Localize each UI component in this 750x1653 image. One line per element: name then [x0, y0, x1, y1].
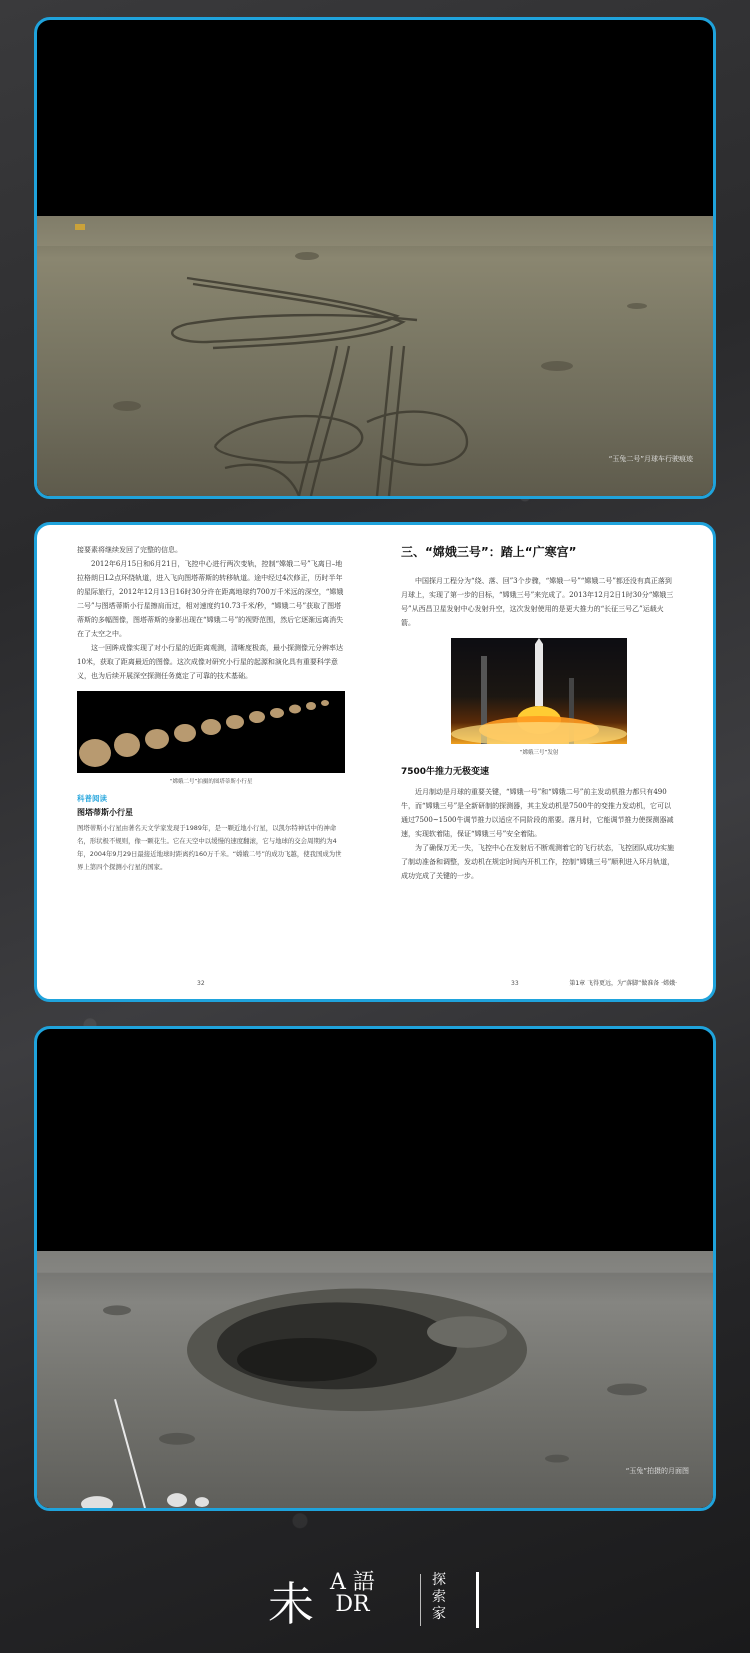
reading-box-title: 图塔蒂斯小行星 [77, 808, 133, 817]
running-footer: 第1章 飞得更远，为“落脚”做准备 ·嫦娥· [569, 980, 677, 987]
logo-mark: 未 [268, 1577, 314, 1631]
logo-letters [330, 1572, 375, 1616]
reading-box-tag: 科普阅读 [77, 794, 107, 803]
paragraph: 2012年6月15日和6月21日，飞控中心进行两次变轨，控制“嫦娥二号”飞离日–地拉格朗日L2点环绕轨道，进入飞向图塔蒂斯的转移轨道。途中经过4次修正，历时半年的星际旅行，2012年12月13日16时30分许在距离地球约700万千米远的深空，“嫦娥二号”与图塔蒂斯小行星擦肩而过，相对速度约10.73千米/秒，“嫦娥二号”获取了图塔蒂斯的多幅图像，图塔蒂斯的身影出现在“嫦娥二号”的视野范围，然后它逐渐远离消失在了太空之中。 [77, 560, 344, 638]
paragraph: 近月制动是月球的重要关键，“嫦娥一号”和“嫦娥二号”前主发动机推力都只有490牛，而“嫦娥三号”是全新研制的探测器，其主发动机是7500牛的变推力发动机，它可以通过7500~1500牛调节推力以适应不同阶段的需要。落月时，它能调节推力使探测器减速，实现软着陆，保证“嫦娥三号”安全着陆。 [401, 788, 674, 838]
paragraph: 这一回眸成像实现了对小行星的近距离观测，清晰度极高，最小探测像元分辨率达10米，获取了距离最近的图像。这次成像对研究小行星的起源和演化具有重要科学意义，也为后续开展深空探测任务奠定了可靠的技术基础。 [77, 644, 343, 680]
logo-divider [420, 1574, 421, 1626]
rocket-launch-image [451, 638, 627, 744]
lunar-crater-photo-frame [34, 1026, 716, 1511]
subsection-title: 7500牛推力无极变速 [401, 767, 490, 777]
right-page [401, 543, 677, 987]
photo-caption: “玉兔二号”月球车行驶痕迹 [608, 455, 693, 463]
asteroid-sequence-drawing [77, 691, 345, 773]
logo-letters-top: A 語 [330, 1570, 375, 1595]
paragraph: 接要素将继续发回了完整的信息。 [77, 546, 182, 554]
crater-drawing [37, 1251, 713, 1508]
figure-caption: “嫦娥二号”拍摄的图塔蒂斯小行星 [169, 779, 253, 785]
section-title: 三、“嫦娥三号”：踏上“广寒宫” [401, 545, 577, 559]
lunar-tracks-photo-frame [34, 17, 716, 499]
left-page [77, 543, 345, 987]
page-number-right: 33 [511, 980, 519, 987]
logo-letters-bottom: DR [335, 1592, 370, 1617]
book-spread-frame [34, 522, 716, 1002]
paragraph: 中国探月工程分为“绕、落、回”3个步骤，“嫦娥一号”“嫦娥二号”都还没有真正落到月球上，实现了第一步的目标，“嫦娥三号”来完成了。2013年12月2日1时30分“嫦娥三号”从西昌卫星发射中心发射升空，这次发射使用的是更大推力的“长征三号乙”运载火箭。 [401, 577, 674, 627]
lunar-crater-image [37, 1251, 713, 1508]
photo-caption: “玉兔”拍摄的月面图 [625, 1467, 689, 1475]
figure-caption: “嫦娥三号”发射 [519, 750, 559, 756]
logo-chinese-text: 探索家 [432, 1572, 446, 1622]
asteroid-sequence-image [77, 691, 345, 773]
paragraph: 为了确保万无一失，飞控中心在发射后不断观测着它的飞行状态，飞控团队成功实施了制动准备和调整，发动机在规定时间内开机工作，控制“嫦娥三号”顺利进入环月轨道，成功完成了关键的一步。 [401, 844, 675, 880]
rocket-launch-drawing [451, 638, 627, 744]
reading-box-text: 图塔蒂斯小行星由著名天文学家发现于1989年，是一颗近地小行星，以凯尔特神话中的神命名，形状极不规则，像一颗花生。它在天空中以缓慢的速度翻滚，它与地球的交会周期约为4年，2004年9月29日最接近地球时距离约160万千米。“嫦娥二号”的成功飞越，使我国成为世界上第四个探测小行星的国家。 [77, 824, 342, 871]
page-number-left: 32 [197, 980, 205, 987]
logo-bar [476, 1572, 479, 1628]
publisher-logo [0, 1568, 750, 1638]
